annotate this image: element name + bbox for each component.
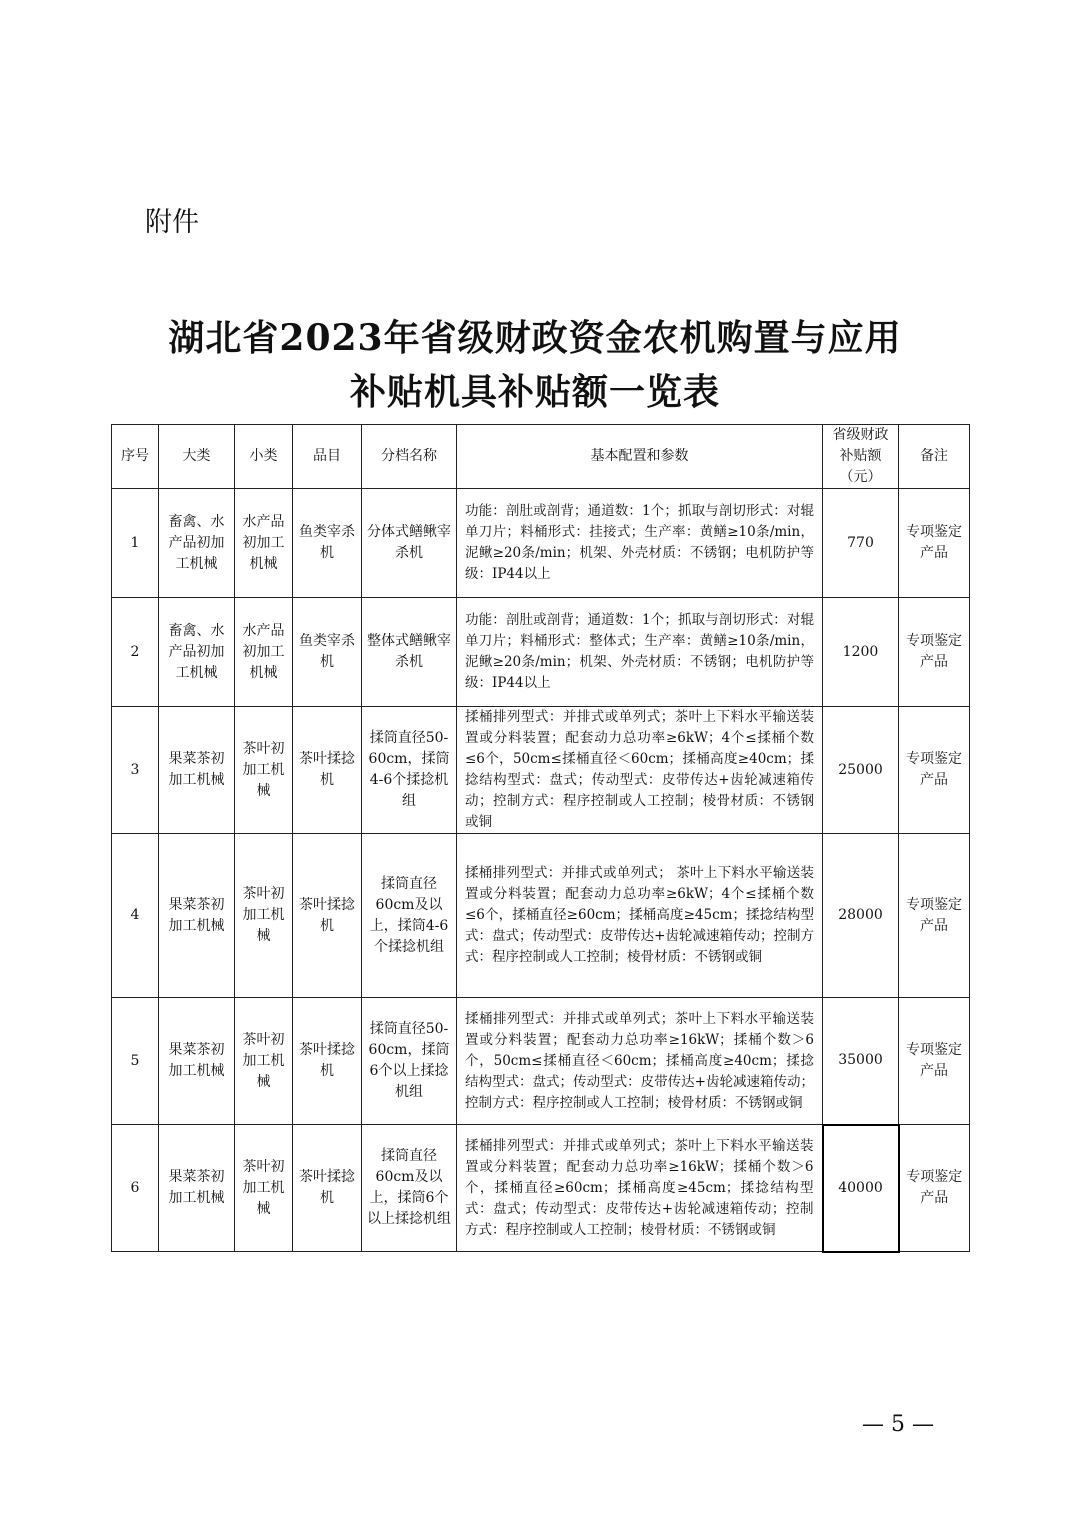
cell-subsidy: 35000 xyxy=(823,998,899,1125)
cell-no: 4 xyxy=(112,834,159,998)
cell-subsidy: 28000 xyxy=(823,834,899,998)
cell-item: 茶叶揉捻机 xyxy=(293,998,362,1125)
cell-grade: 揉筒直径60cm及以上，揉筒4-6个揉捻机组 xyxy=(362,834,457,998)
header-subsidy: 省级财政补贴额（元） xyxy=(823,425,899,489)
cell-category: 果菜茶初加工机械 xyxy=(159,998,235,1125)
cell-remark: 专项鉴定产品 xyxy=(899,834,970,998)
cell-subsidy: 25000 xyxy=(823,707,899,834)
cell-grade: 整体式鳝鳅宰杀机 xyxy=(362,598,457,707)
cell-grade: 揉筒直径50-60cm，揉筒6个以上揉捻机组 xyxy=(362,998,457,1125)
cell-params: 揉桶排列型式：并排式或单列式；茶叶上下料水平输送装置或分料装置；配套动力总功率≥6kW；4个≤揉桶个数≤6个，50cm≤揉桶直径＜60cm；揉桶高度≥40cm；揉捻结构型式：盘式；传动型式：皮带传达+齿轮减速箱传动；控制方式：程序控制或人工控制；棱骨材质：不锈钢或铜 xyxy=(457,707,823,834)
header-grade: 分档名称 xyxy=(362,425,457,489)
cell-params: 功能：剖肚或剖背；通道数：1个；抓取与剖切形式：对辊单刀片；料桶形式：整体式；生产率：黄鳝≥10条/min，泥鳅≥20条/min；机架、外壳材质：不锈钢；电机防护等级：IP44以上 xyxy=(457,598,823,707)
header-remark: 备注 xyxy=(899,425,970,489)
cell-params: 揉桶排列型式：并排式或单列式；茶叶上下料水平输送装置或分料装置；配套动力总功率≥16kW；揉桶个数＞6个，揉桶直径≥60cm；揉桶高度≥45cm；揉捻结构型式：盘式；传动型式：皮带传达+齿轮减速箱传动；控制方式：程序控制或人工控制；棱骨材质：不锈钢或铜 xyxy=(457,1125,823,1252)
cell-category: 果菜茶初加工机械 xyxy=(159,834,235,998)
cell-subsidy: 770 xyxy=(823,489,899,598)
cell-subcategory: 茶叶初加工机械 xyxy=(235,1125,293,1252)
cell-subcategory: 茶叶初加工机械 xyxy=(235,834,293,998)
cell-remark: 专项鉴定产品 xyxy=(899,998,970,1125)
cell-no: 1 xyxy=(112,489,159,598)
table-row xyxy=(112,489,970,598)
cell-remark: 专项鉴定产品 xyxy=(899,489,970,598)
cell-remark: 专项鉴定产品 xyxy=(899,598,970,707)
cell-remark: 专项鉴定产品 xyxy=(899,707,970,834)
table-row xyxy=(112,1125,970,1252)
cell-no: 6 xyxy=(112,1125,159,1252)
cell-subsidy: 1200 xyxy=(823,598,899,707)
cell-params: 功能：剖肚或剖背；通道数：1个；抓取与剖切形式：对辊单刀片；料桶形式：挂接式；生产率：黄鳝≥10条/min，泥鳅≥20条/min；机架、外壳材质：不锈钢；电机防护等级：IP44以上 xyxy=(457,489,823,598)
page-number: — 5 — xyxy=(862,1412,934,1437)
cell-subcategory: 茶叶初加工机械 xyxy=(235,998,293,1125)
cell-item: 茶叶揉捻机 xyxy=(293,1125,362,1252)
header-params: 基本配置和参数 xyxy=(457,425,823,489)
cell-category: 果菜茶初加工机械 xyxy=(159,707,235,834)
cell-category: 果菜茶初加工机械 xyxy=(159,1125,235,1252)
table-row xyxy=(112,707,970,834)
cell-params: 揉桶排列型式：并排式或单列式；茶叶上下料水平输送装置或分料装置；配套动力总功率≥16kW；揉桶个数＞6个，50cm≤揉桶直径＜60cm；揉桶高度≥40cm；揉捻结构型式：盘式；传动型式：皮带传达+齿轮减速箱传动；控制方式：程序控制或人工控制；棱骨材质：不锈钢或铜 xyxy=(457,998,823,1125)
table-row xyxy=(112,998,970,1125)
cell-no: 3 xyxy=(112,707,159,834)
cell-grade: 分体式鳝鳅宰杀机 xyxy=(362,489,457,598)
cell-item: 鱼类宰杀机 xyxy=(293,489,362,598)
table-row xyxy=(112,598,970,707)
cell-remark: 专项鉴定产品 xyxy=(899,1125,970,1252)
cell-no: 2 xyxy=(112,598,159,707)
cell-category: 畜禽、水产品初加工机械 xyxy=(159,598,235,707)
cell-category: 畜禽、水产品初加工机械 xyxy=(159,489,235,598)
cell-subcategory: 茶叶初加工机械 xyxy=(235,707,293,834)
cell-no: 5 xyxy=(112,998,159,1125)
header-no: 序号 xyxy=(112,425,159,489)
cell-item: 茶叶揉捻机 xyxy=(293,834,362,998)
header-subcategory: 小类 xyxy=(235,425,293,489)
cell-subcategory: 水产品初加工机械 xyxy=(235,489,293,598)
cell-item: 茶叶揉捻机 xyxy=(293,707,362,834)
cell-grade: 揉筒直径60cm及以上，揉筒6个以上揉捻机组 xyxy=(362,1125,457,1252)
header-category: 大类 xyxy=(159,425,235,489)
table-header-row xyxy=(112,425,970,489)
document-title-line-2: 补贴机具补贴额一览表 xyxy=(349,371,720,413)
document-title-line-1: 湖北省2023年省级财政资金农机购置与应用 xyxy=(168,317,902,359)
cell-subcategory: 水产品初加工机械 xyxy=(235,598,293,707)
attachment-label: 附件 xyxy=(145,207,199,238)
cell-params: 揉桶排列型式：并排式或单列式； 茶叶上下料水平输送装置或分料装置；配套动力总功率≥6kW；4个≤揉桶个数≤6个，揉桶直径≥60cm；揉桶高度≥45cm；揉捻结构型式：盘式；传动型式：皮带传达+齿轮减速箱传动；控制方式：程序控制或人工控制；棱骨材质：不锈钢或铜 xyxy=(457,834,823,998)
cell-subsidy: 40000 xyxy=(823,1125,899,1252)
subsidy-table xyxy=(111,424,970,1253)
table-row xyxy=(112,834,970,998)
header-item: 品目 xyxy=(293,425,362,489)
cell-grade: 揉筒直径50-60cm，揉筒4-6个揉捻机组 xyxy=(362,707,457,834)
cell-item: 鱼类宰杀机 xyxy=(293,598,362,707)
